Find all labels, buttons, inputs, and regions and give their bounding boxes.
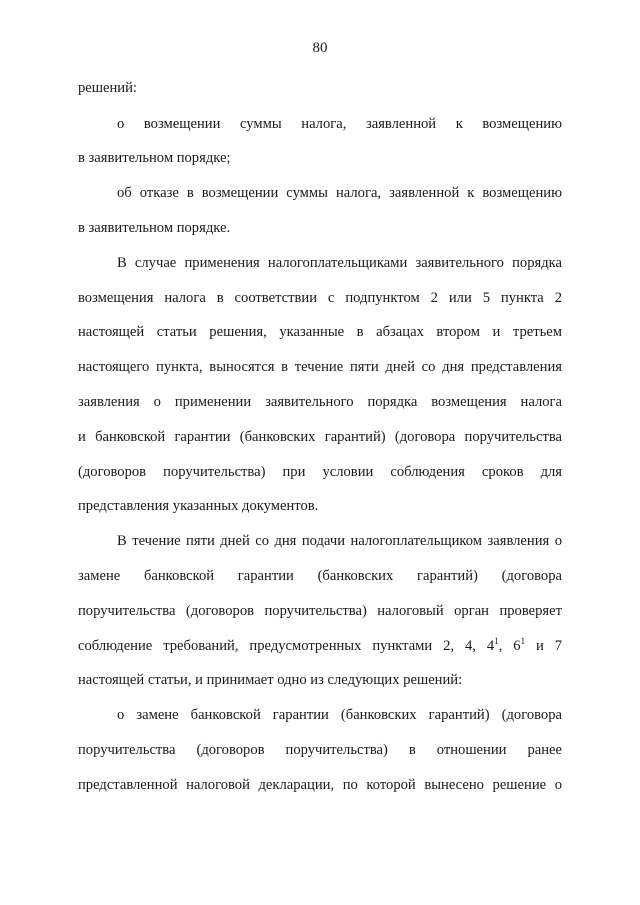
superscript: 1 bbox=[520, 636, 526, 647]
text-segment: , 6 bbox=[498, 638, 521, 654]
text-line: замене банковской гарантии (банковских гарантий) (договора bbox=[78, 568, 562, 584]
text-line: заявления о применении заявительного порядка возмещения налога bbox=[78, 394, 562, 410]
text-segment: соблюдение требований, предусмотренных пунктами 2, 4, 4 bbox=[78, 638, 495, 654]
superscript: 1 bbox=[494, 636, 499, 647]
text-line: поручительства (договоров поручительства) в отношении ранее bbox=[78, 742, 562, 758]
text-line: В случае применения налогоплательщиками заявительного порядка bbox=[117, 255, 562, 271]
text-line: возмещения налога в соответствии с подпунктом 2 или 5 пункта 2 bbox=[78, 290, 562, 306]
text-line: В течение пяти дней со дня подачи налогоплательщиком заявления о bbox=[117, 533, 562, 549]
text-line: и банковской гарантии (банковских гарантий) (договора поручительства bbox=[78, 429, 562, 445]
text-line: представленной налоговой декларации, по которой вынесено решение о bbox=[78, 777, 562, 793]
text-line: настоящей статьи, и принимает одно из следующих решений: bbox=[78, 672, 463, 688]
text-line-with-superscripts bbox=[78, 636, 562, 656]
text-line: представления указанных документов. bbox=[78, 498, 319, 514]
text-line: об отказе в возмещении суммы налога, заявленной к возмещению bbox=[117, 185, 562, 201]
text-line: поручительства (договоров поручительства) налоговый орган проверяет bbox=[78, 603, 562, 619]
text-line: настоящей статьи решения, указанные в абзацах втором и третьем bbox=[78, 324, 562, 340]
text-line: в заявительном порядке; bbox=[78, 150, 231, 166]
text-line: настоящего пункта, выносятся в течение пяти дней со дня представления bbox=[78, 359, 562, 375]
text-segment: и 7 bbox=[525, 638, 563, 654]
text-line: в заявительном порядке. bbox=[78, 220, 231, 236]
text-line: решений: bbox=[78, 80, 137, 96]
page-number: 80 bbox=[312, 40, 328, 56]
text-line: о возмещении суммы налога, заявленной к возмещению bbox=[117, 116, 562, 132]
text-line: о замене банковской гарантии (банковских гарантий) (договора bbox=[117, 707, 562, 723]
text-line: (договоров поручительства) при условии соблюдения сроков для bbox=[78, 464, 562, 480]
